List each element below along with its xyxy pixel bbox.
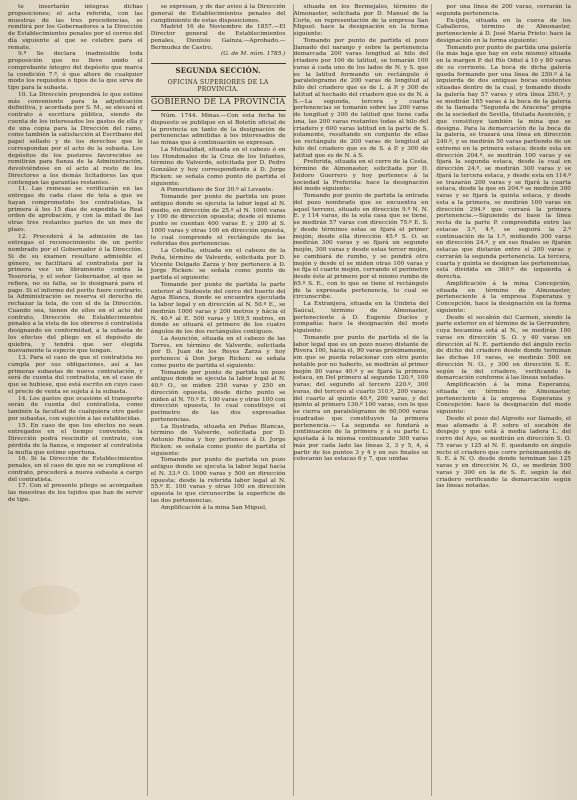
paragraph: Amplificación á la mina Esperanza, situada en término de Almonaster, perteneciente á la empresa Esperanza y Concepción: hace la designación del modo siguiente: bbox=[436, 382, 573, 415]
paragraph: 11. Las remesas se verificarán en las entregas de cada clase de tela a que se hayan comprometido los contratistas, la primera á los 15 días de expedida la Real orden de aprobación, y con la mitad de las otras tres restantes partes de un mes de plazo. bbox=[8, 186, 145, 233]
column-2 bbox=[151, 4, 286, 796]
paragraph: 14. Los gastos que ocasione el transporte serán de cuenta del contratista, como también la facultad de cualquiera otro gasto por subastas, con sujeción a las establecidas. bbox=[8, 395, 145, 422]
paragraph: Tomando por punto de partida la parte exterior al Sudoeste del cerco del huerto del Agua Blanca, donde se encuentra ejecutada la labor legal y en dirección al N. 50.º E., se medirán 1000 varas y 200 metros y hácia el N. 40.º al E. 500 varas y 169,5 metros, en donde se situará el primero de los cuatro ángulos de los dos rectángulos contiguos. bbox=[150, 281, 288, 335]
paragraph: La Ilustrada, situada en Peñas Blancas, término de Valverde, solicitada por D. Antonio Reina y hoy pertenece á D. Jorge Ricken: se señala como punto de partida el siguiente: bbox=[150, 423, 288, 457]
paragraph: por una línea de 200 varas, cerrarán la segunda pertenencia. bbox=[436, 4, 573, 17]
paragraph: Tomando por punto de partida el de la labor legal que es un pozo nuevo distante de Rivera 100, hácia el, 90 varas próximamente, sin que se pueda relacionar con otro punto notable por no haberlo, se medirán al primer mojón 80 varas 40.º y se fijará la primera estaca, en Del primero al segundo 120.º, 100 varas; del segundo al tercero 220.º, 300 varas, del tercero al cuarto 310.º, 200 varas; del cuarto al quinto 40.º, 200 varas, y del quinto al primero 130.º 100 varas, con lo que se cierra un paralelógramo de 60,000 varas cuadradas que constituyen la primera pertenencia.— La segunda se fundará a continuación de la primera y á su parte L. ajustada á la misma continuando 300 varas más por cada lado las líneas 2, 3 y 5, 4, á partir de los puntos 3 y 4 y en sus finales se colocarán las estacas 6 y 7, que unidas bbox=[293, 334, 431, 463]
section-rule bbox=[151, 63, 286, 64]
section-header bbox=[151, 63, 286, 111]
paragraph: situada en los Bermejales, término de Almonaster, solicitada por D. Manuel de la Corte, en representación de la empresa San Miguel: hace la designación en la forma siguiente: bbox=[293, 4, 431, 37]
office-title: OFICINA SUPERIORES DE LA PROVINCIA. bbox=[167, 78, 269, 93]
column-3 bbox=[294, 4, 429, 796]
paragraph: 13. Para el caso de que el contratista no cumpla por sus obligaciones, así a las primeras subastas de nueva contratación, y será de cuenta del contratista, en el caso de que se hubiese, que está escrito en cuyo caso el precio de venta se sujeta á la subasta. bbox=[8, 355, 145, 395]
paragraph: Tomando por punto de partida un pozo antiguo donde se ejecuta la labor legal al N. medio, en dirección de 25.º al N. 1000 varas y 100 de dirección opuesta; desde el mismo punto se cuentan 400 varas E. y 200 al S. 1000 varas y otras 100 en dirección opuesta, lo cual comprende el rectángulo de las referidas dos pertenencias. bbox=[150, 194, 288, 248]
paragraph: Amplificación á la mina Concepción, situada en término de Almonaster, perteneciente á la empresa Esperanza y Concepción, hace la designación en la forma siguiente: bbox=[436, 280, 573, 314]
section-rule bbox=[151, 110, 286, 111]
paragraph: La Mutualidad, situada en el cabezo ó en los Hondonales de la Cruz de los Infantes, término de Valverde, solicitada por D. Pedro González y hoy correspondiente á D. Jorge Ricken: se señala como punto de partida el siguiente: bbox=[150, 146, 288, 187]
section-title: SEGUNDA SECCIÓN. bbox=[175, 66, 261, 75]
paragraph: 12. Procederá á la admisión de las entregas el reconocimiento de un perito nombrado por el Gobernador ó la Dirección. Si de su examen resultare admisible el género, se facilitará al contratista por la primera vez un libramiento contra la Tesorería, y el señor Gobernador, al que se refiera, no su falta, se lo designará para el pago. Si el informe del perito fuere contrario, la Administración se reserva el derecho de rechazar la tela, de con el de la Dirección. Cuando sea, tienen de ellos en el acto del contrato, Dirección de Establecimientos penales a la vista de los obreros ó contratista designando en conformidad, a la subasta de los efectos del pliego en el depósito de quiebra, y tendrá que ser elegida nuevamente la especie que tengan. bbox=[8, 233, 145, 355]
paragraph: Tomando por punto de partida un pozo antiguo donde se ejecuta la labor legal hacia el N. 33.º O. 1000 varas y 500 en dirección opuesta; desde la referida labor legal al N. 55.º E. 100 varas y otras 100 en dirección opuesta lo que circunscribe la superficie de las dos pertenencias. bbox=[150, 457, 288, 504]
paragraph: Tomando por punto de partida el pozo llamado del naranjo y sobre la pertenencia demarcada 200 varas longitud al hilo del criadero por 100 de latitud, se tomarán 100 varas á cada uno de los lados de N. y S. que es la latitud formando un rectángulo ó paralelogramo de 200 varas de longitud al hilo del criadero que es de L. á P. y 300 de latitud al hechado del criadero que es de N. á S.—La segunda, tercera y cuarta pertenencias se tomarán sobre las 200 varas de longitud y 300 de latitud que tiene cada una, las 200 varas restantes todas al hilo del criadero y 600 varas latitud en la parte de S. solamente, resultando en conjunto de ellas un rectángulo de 200 varas de longitud al hilo del criadero que es de S. á P. y 300 de latitud que es de N. á S. bbox=[293, 37, 431, 159]
paragraph: Ex-ijida, situada en la cueva de los Caballeros, término de Almonaster, perteneciente á D. José María Prieto: hace la designación en la forma siguiente: bbox=[436, 17, 573, 44]
paragraph: Tomando por punto de partida la entrada del pozo nombrado que se encuentra en aquel terreno, situado en dirección 9.º N. N. E. y 114 varas, de la sola casa que se tiene, se medirán 57 varas con dirección 75.º E. S. y desde términos estas se fijará el primer mojón; desde ella dirección 45.º S. O. se medirán 300 varas y se fijará un segundo mojón, 300 varas y desde estas tercer mojón, se cambiará de rumbo, y se pondrá otro mojón y desde el se miden otras 100 varas y se fija el cuarto mojón, cerrando el perímetro desde éste al primero por el mismo rumbo de 65.º S. E., con lo que se tiene el rectángulo de la expresada pertenencia, lo cual se circunscribe. bbox=[293, 193, 431, 301]
paragraph: 10. La Dirección propondrá lo que estime más conveniente para la adjudicación definitiva, y acordada por S. M., se elevará el contrato á escritura pública, siendo de cuenta de los interesados los gastos de ella y de una copia para la Dirección del ramo, como también la satisfacción al Escribano del papel sellado y de los derechos que le correspondan por el acto de la subasta. Los depósitos de los postores favorecidos se remitirán para fianza de la Administración, devolviéndose en el acto al resto de los Directores a los demás licitadores las que contengan las garantías restantes. bbox=[8, 91, 145, 186]
paragraph: La Asunción, situada en el cabezo de las Torres, en término de Valverde, solicitada por D. Juan de los Reyes Zarza y hoy pertenece á Don Jorge Ricken: se señala como punto de partida el siguiente: bbox=[150, 335, 288, 369]
paragraph: Madrid 16 de Noviembre de 1857.—El Director general de Establecimientos penales, Dionisio Gaínza.—Aprobado.—Bermudez de Castro. bbox=[150, 24, 288, 51]
paragraph: La Cebolla, situada en el cabezo de la Peña, término de Valverde, solicitada por D. Vicente Delgado Zarza y hoy pertenece á D. Jorge Ricken: se señala como punto de partida el siguiente: bbox=[150, 248, 288, 281]
paragraph: Desde el socabón del Carmen, siendo la parte exterior en el término de la Gerrumbre, cuya bocamina está al N., se medirán 100 varas en dirección S. O. y 40 varas en dirección al N. E. partiendo del ángulo recto de dicho del criadero desde donde terminan las dichas 10 varas, se medirán 500 en dirección N. O., y 300 en dirección S. E. según la del criadero, verificando la demarcación conforme á las líneas notadas. bbox=[436, 314, 573, 382]
government-title: GOBIERNO DE LA PROVINCIA bbox=[150, 97, 286, 107]
paragraph: te insertarán íntegras dichas proposiciones; el acta referida, con las muestras de las tres procedencias, se remitirá por los Gobernadores a la Dirección de Establecimientos penales por el correo del día siguiente al que se celebre para el remate. bbox=[8, 4, 145, 51]
paragraph: Amplificación á la mina San Miguel, bbox=[160, 504, 267, 511]
column-4 bbox=[436, 4, 571, 796]
paragraph: Preferida, situada en el cerro de la Cesta, término de Almonaster, solicitada por D. Isidoro Guerrero y hoy pertenece á la sociedad la Preferida: hace la designación del modo siguiente: bbox=[293, 159, 431, 193]
paragraph: A Pomeridiano de Sur 30.º al Levante. bbox=[160, 187, 274, 194]
paragraph: La Extranjera, situada en la Umbría del Saúcal, término de Almonaster, perteneciente á D. Eugenio Duclos y compañía: hace la designación del modo siguiente: bbox=[293, 301, 431, 334]
paragraph: Tomando por punto de partida un pozo antiguo donde se ejecuta la labor legal al N. 40.º O., se miden 250 varas y 250 en dirección opuesta, desde dicho punto se miden al N. 70.º E. 100 varas y otras 100 con dirección opuesta, lo cual constituye el perímetro de las dos expresadas pertenencias. bbox=[150, 369, 288, 423]
paragraph: 16. Si la Dirección de Establecimientos penales, en el caso de que no se cumpliese el contrato, procederá a nueva subasta a cargo del contratista. bbox=[8, 456, 145, 483]
text-columns bbox=[8, 4, 571, 796]
paragraph: Núm. 1744. Minas.—Con esta fecha he dispuesto se publique en el Boletín oficial de la provincia un tanto de la designación de pertenencias admitidas á los interesados de las minas que á continuación se expresan. bbox=[150, 113, 288, 146]
paragraph: Tomando por punto de partida una galería (la más baja que hay en este mismo) situada en la margen P. del Río Odiel á 10 y 80 varas de su corriente. La boca de dicha galería queda formando por una línea de 250.º á la izquierda de dos antiguas bocas existentes situadas dentro de la cual, y tomando desde la galería hay 57 varas y otra línea 250.º, y se medirán 165 varas á la boca de la galería de la llamada "Segunda de Aracena" propia de la sociedad de Sevilla, titulada Asunción, y que constituye también la mina que se designa. Para la demarcación de la boca de la galería, se trazará una línea en dirección 240.º, y se medirán 50 varas partiendo de un extremo en la primera estaca; desde esta en dirección 204.º, se medirán 100 varas y se fijará la segunda estaca, desde la cual en dirección 24.º, se medirán 300 varas y se fijará la tercera estaca, y desde esta en 114.º se trazarán 200 varas y se fijará la cuarta estaca, desde la que en 204.º se medirán 300 varas y se fijará la quinta estaca, y desde esta a la primera, se medirán 100 varas en dirección 294.º que cerrará la primera pertenencia.—Siguiendo de base la línea recta de la parte P. comprendida entre las estacas 3.ª, 4.ª, se seguirá la 2.ª continuación de la 1.ª, midiendo 300 varas en dirección 24.º, y en sus finales se fijarán estacas que distarán entre sí 200 varas y cerrarán la segunda pertenencia. La tercera, cuarta y quinta se designan las pertenencias, está dividida en 360.º de izquierda á derecha. bbox=[436, 44, 573, 280]
paragraph: Desde el pozo del Algredo sur llamado, el mas afamado á P. sobre el socabón de despejo y que está á media ladera L. del cerro del Ayo, se medirán en dirección S. O. 75 varas y 125 al N. E. quedando en ángulo recto el criadero que corre próximamente de S. E. á N. O. desde donde terminan las 125 varas y en dirección N. O., se medirán 500 varas y 300 en la de S. E. según la del criadero verificando la demarcación según las líneas notadas. bbox=[436, 415, 573, 490]
column-1 bbox=[8, 4, 143, 796]
paragraph: 15. En caso de que los efectos no sean entregados en el tiempo convenido, la Dirección podrá rescindir el contrato, con pérdida de la fianza, e imponer al contratista la multa que estime oportuna. bbox=[8, 422, 145, 456]
paragraph: 17. Con el presente pliego se acompañan las muestras de los tejidos que han de servir de tipo. bbox=[8, 483, 145, 503]
paragraph: 9.ª Se declara inadmisible toda proposición que no lleve unido el comprobante íntegro del depósito que marca la condición 7.ª, ó que altere de cualquier modo los requisitos ó tipos de la que sirva de tipo para la subasta. bbox=[8, 51, 145, 91]
paragraph: se expresan, y de dar aviso á la Dirección general de Establecimientos penales del cumplimiento de estas disposiciones. bbox=[150, 4, 288, 24]
gazette-reference: (G. de M. núm. 1785.) bbox=[221, 51, 286, 58]
